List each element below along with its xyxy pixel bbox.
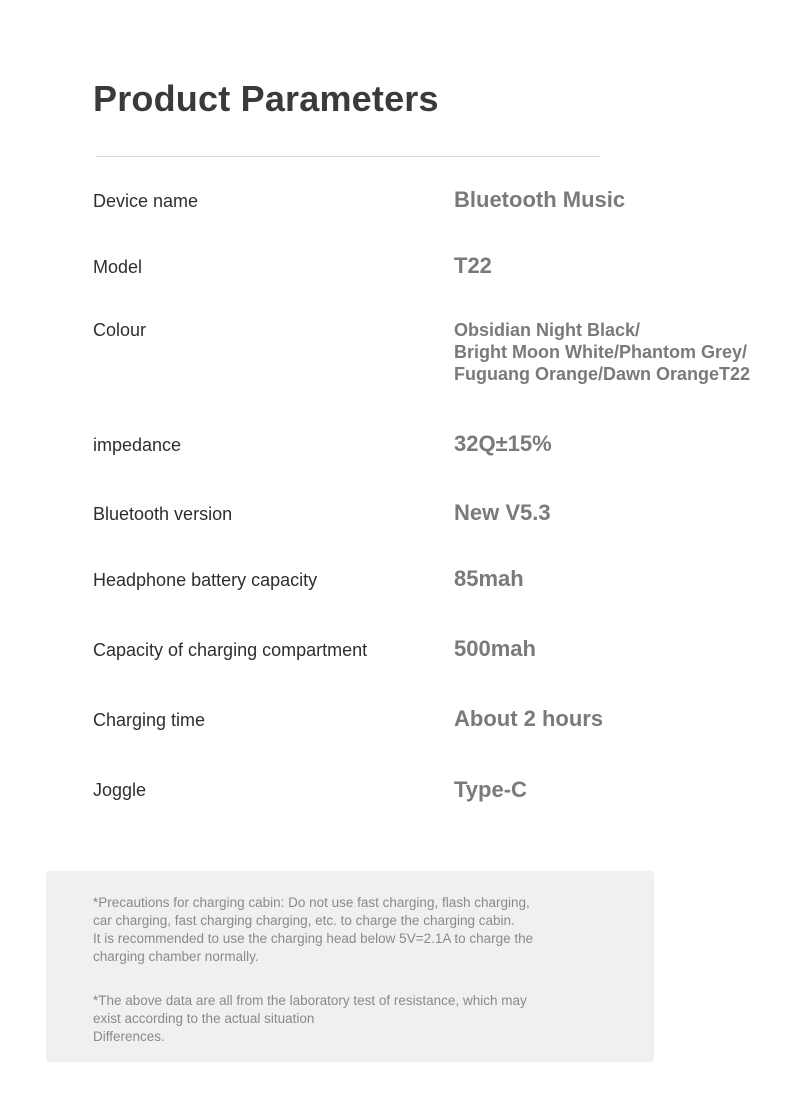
lab-test-note (93, 992, 633, 1046)
param-label-battery-capacity: Headphone battery capacity (93, 570, 318, 590)
param-value-device-name: Bluetooth Music (454, 187, 626, 212)
param-value-impedance: 32Q±15% (454, 431, 552, 456)
param-value-model: T22 (454, 253, 492, 278)
param-value-charging-compartment: 500mah (454, 636, 536, 661)
colour-line: Fuguang Orange/Dawn OrangeT22 (454, 364, 751, 384)
param-value-battery-capacity: 85mah (454, 566, 524, 591)
colour-line: Obsidian Night Black/ (454, 320, 641, 340)
note-line: car charging, fast charging charging, etc. to charge the charging cabin. (93, 913, 515, 928)
page-title: Product Parameters (93, 78, 439, 119)
param-value-charging-time: About 2 hours (454, 706, 604, 731)
param-label-joggle: Joggle (93, 780, 147, 800)
param-label-model: Model (93, 257, 143, 277)
note-line: *The above data are all from the laboratory test of resistance, which may (93, 993, 527, 1008)
colour-line: Bright Moon White/Phantom Grey/ (454, 342, 747, 362)
note-line: Differences. (93, 1029, 165, 1044)
param-label-charging-time: Charging time (93, 710, 206, 730)
param-value-colour (454, 319, 750, 385)
param-label-device-name: Device name (93, 191, 199, 211)
param-label-impedance: impedance (93, 435, 182, 455)
param-label-charging-compartment: Capacity of charging compartment (93, 640, 368, 660)
param-value-joggle: Type-C (454, 777, 527, 802)
charging-precaution-note (93, 894, 633, 966)
title-divider (96, 156, 600, 157)
note-line: exist according to the actual situation (93, 1011, 315, 1026)
note-line: *Precautions for charging cabin: Do not use fast charging, flash charging, (93, 895, 530, 910)
note-line: charging chamber normally. (93, 949, 259, 964)
param-label-colour: Colour (93, 320, 147, 340)
param-value-bluetooth-version: New V5.3 (454, 500, 551, 525)
param-label-bluetooth-version: Bluetooth version (93, 504, 233, 524)
notes-box (46, 871, 654, 1062)
note-line: It is recommended to use the charging head below 5V=2.1A to charge the (93, 931, 534, 946)
